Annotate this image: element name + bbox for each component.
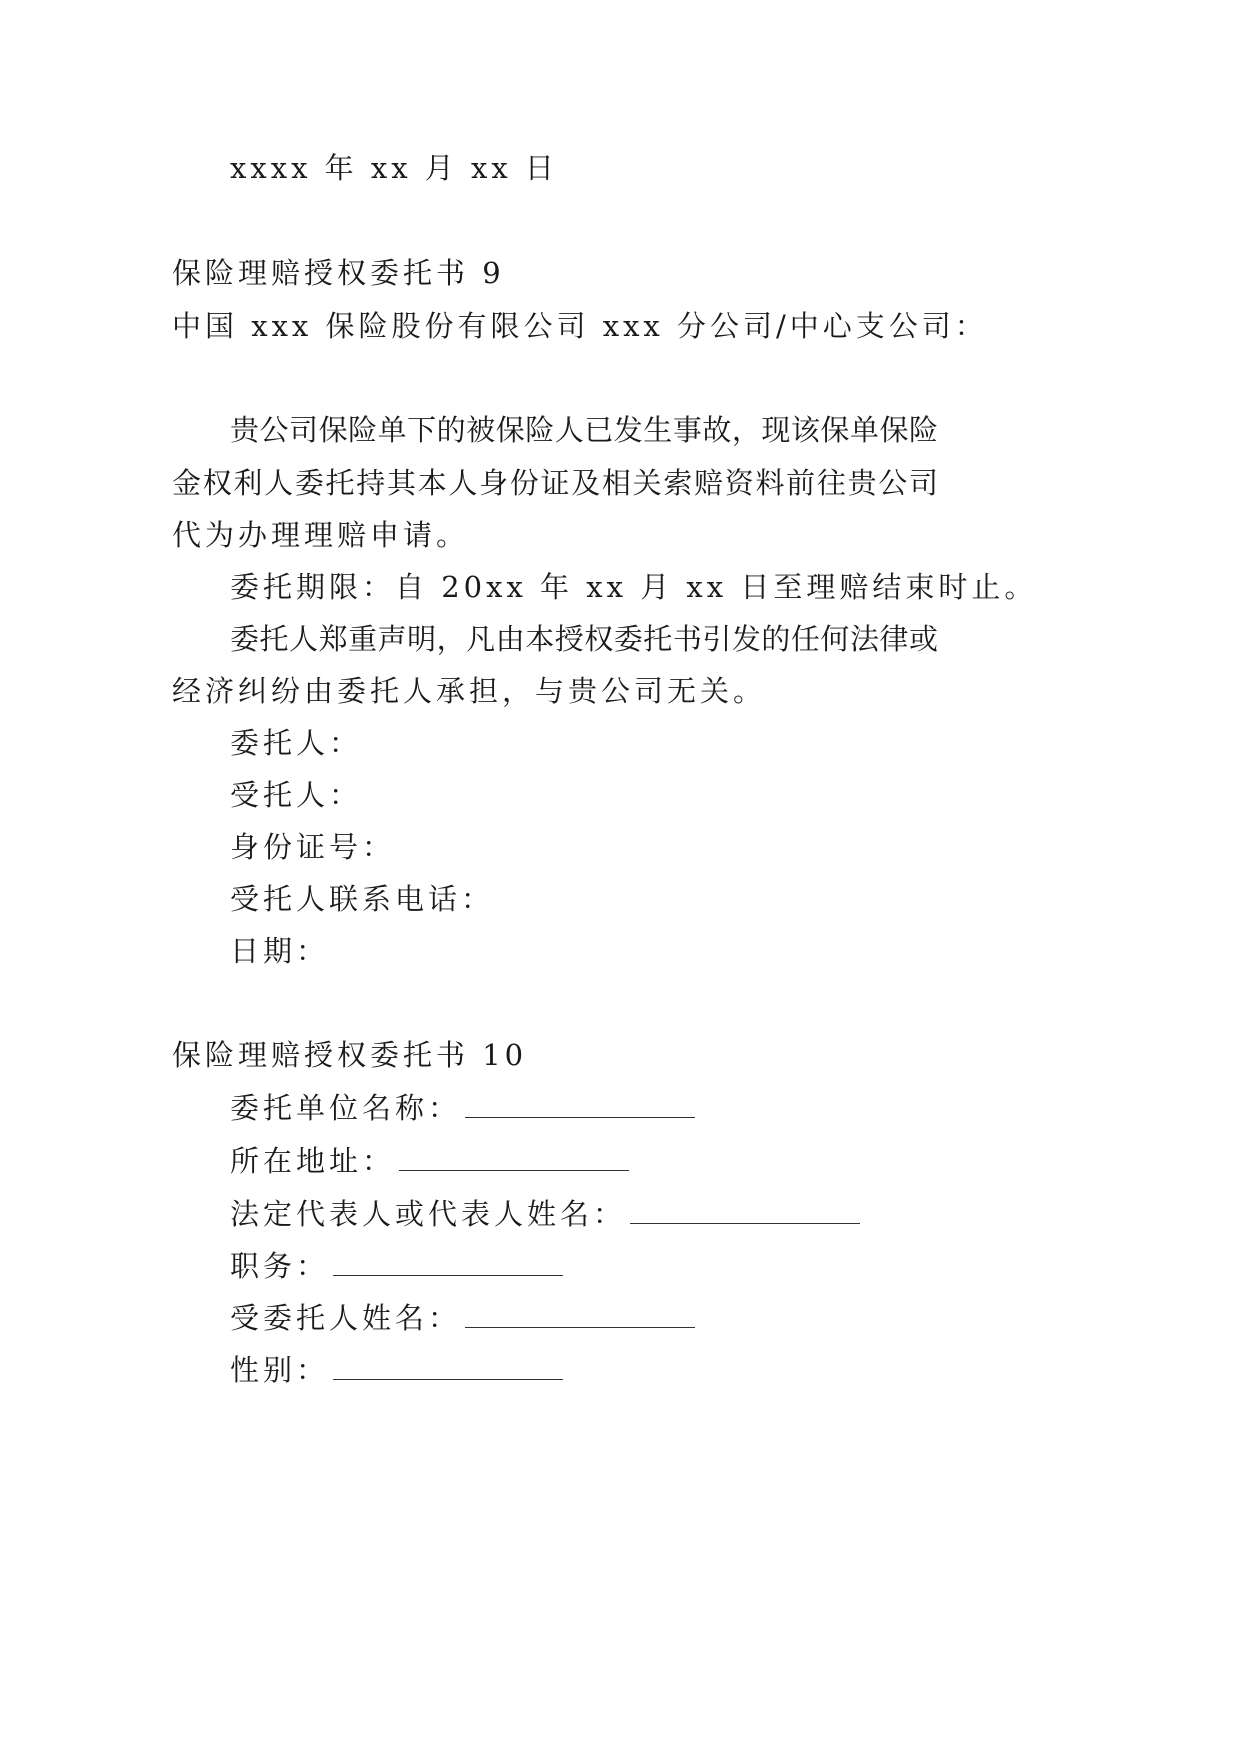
address-blank[interactable] (399, 1140, 629, 1171)
section-10-title: 保险理赔授权委托书 10 (172, 1038, 528, 1072)
legal-rep-label: 法定代表人或代表人姓名： (230, 1197, 627, 1231)
declaration-line: 委托人郑重声明，凡由本授权委托书引发的任何法律或 (230, 622, 938, 656)
date-label: 日期： (230, 934, 330, 968)
unit-name-field (230, 1087, 695, 1128)
section-9-title: 保险理赔授权委托书 9 (172, 256, 505, 290)
legal-rep-blank[interactable] (630, 1193, 860, 1224)
gender-label: 性别： (230, 1353, 330, 1387)
addressee-line: 中国 xxx 保险股份有限公司 xxx 分公司/中心支公司： (172, 309, 988, 343)
body-paragraph-line: 代为办理理赔申请。 (172, 518, 470, 552)
declaration-line: 经济纠纷由委托人承担，与贵公司无关。 (172, 674, 767, 708)
position-blank[interactable] (333, 1245, 563, 1276)
date-line: xxxx 年 xx 月 xx 日 (230, 151, 558, 185)
agent-name-label: 受委托人姓名： (230, 1301, 462, 1335)
gender-blank[interactable] (333, 1349, 563, 1380)
id-number-label: 身份证号： (230, 830, 396, 864)
position-field (230, 1245, 563, 1286)
gender-field (230, 1349, 563, 1390)
principal-label: 委托人： (230, 726, 363, 760)
legal-rep-field (230, 1193, 860, 1234)
period-line: 委托期限：自 20xx 年 xx 月 xx 日至理赔结束时止。 (230, 570, 1038, 604)
agent-name-blank[interactable] (465, 1297, 695, 1328)
unit-name-blank[interactable] (465, 1087, 695, 1118)
unit-name-label: 委托单位名称： (230, 1091, 462, 1125)
agent-phone-label: 受托人联系电话： (230, 882, 495, 916)
body-paragraph-line: 贵公司保险单下的被保险人已发生事故，现该保单保险 (230, 413, 938, 447)
position-label: 职务： (230, 1249, 330, 1283)
body-paragraph-line: 金权利人委托持其本人身份证及相关索赔资料前往贵公司 (172, 466, 938, 500)
address-label: 所在地址： (230, 1144, 396, 1178)
agent-label: 受托人： (230, 778, 363, 812)
address-field (230, 1140, 629, 1181)
agent-name-field (230, 1297, 695, 1338)
